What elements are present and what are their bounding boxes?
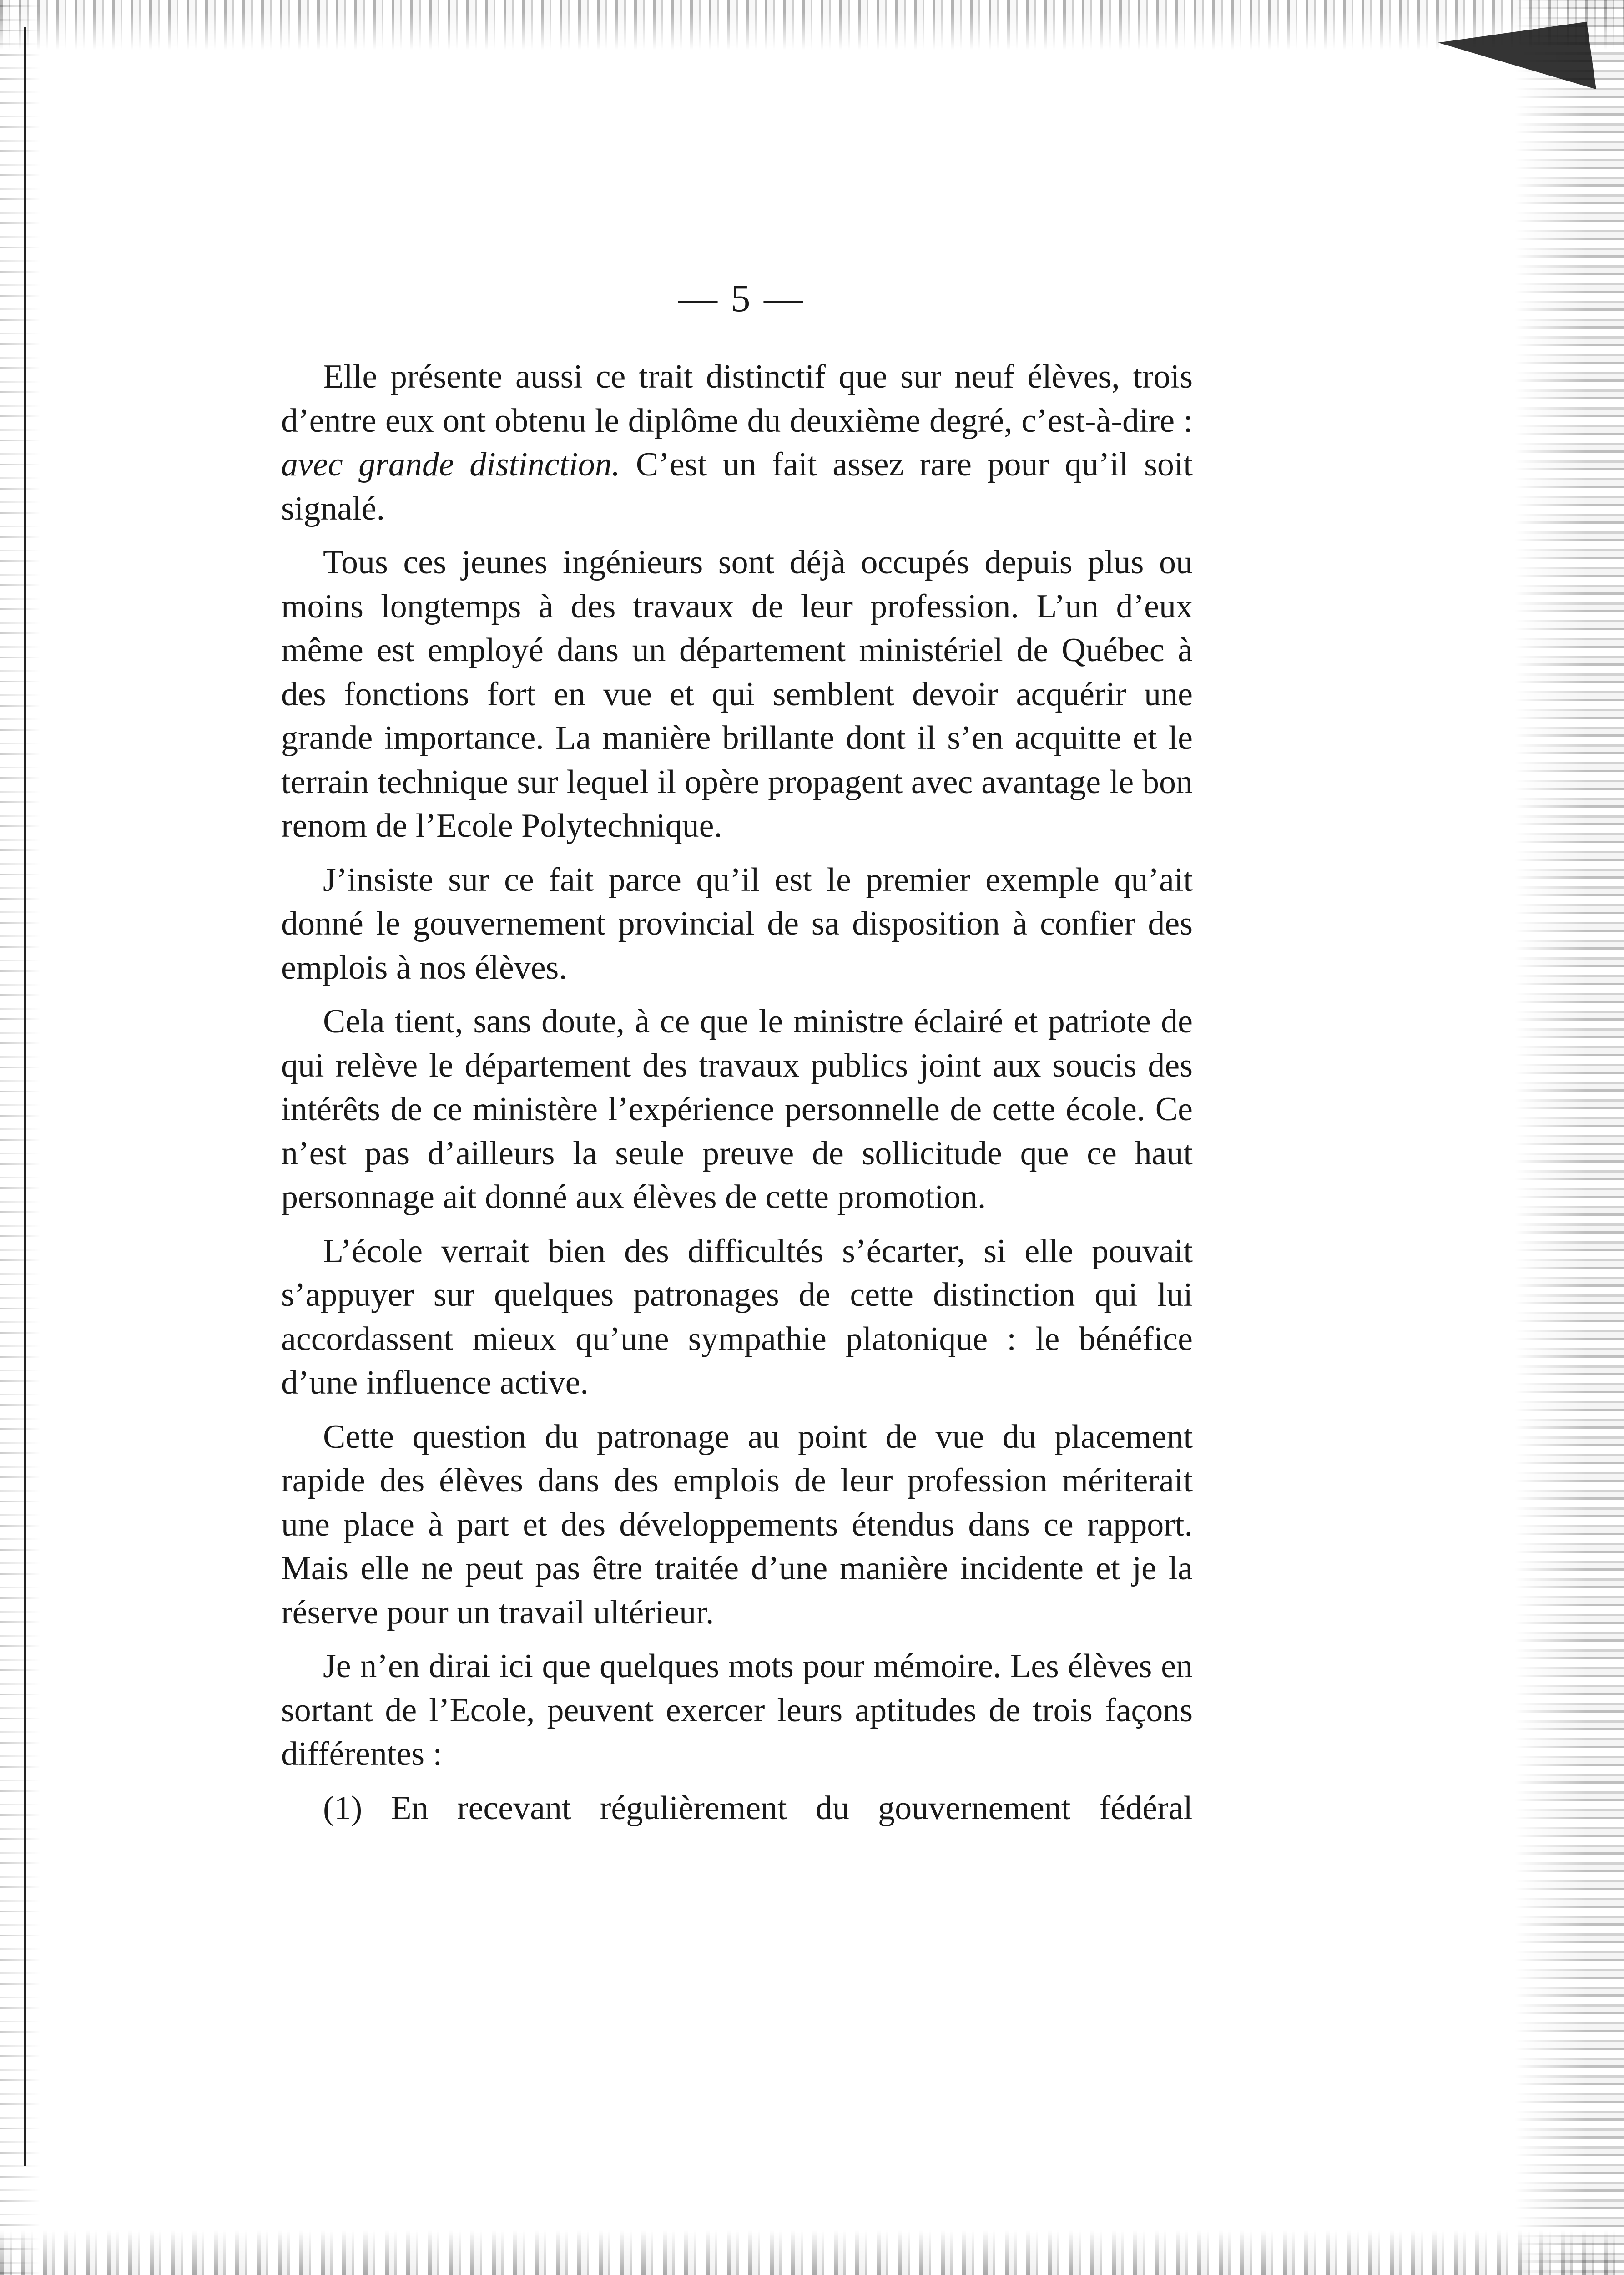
paragraph: (1) En recevant régulièrement du gouvernement fédéral bbox=[323, 1789, 1193, 1827]
emphasis-text: avec grande distinction. bbox=[281, 446, 620, 483]
scan-edge-top bbox=[0, 0, 1624, 50]
paragraph: L’école verrait bien des difficultés s’écarter, si elle pouvait s’appuyer sur quelques patronages de cette distinction qui lui accordassent mieux qu’une sympathie platonique : le bénéfice d’une influence active. bbox=[281, 1232, 1193, 1401]
paragraph: J’insiste sur ce fait parce qu’il est le premier exemple qu’ait donné le gouvernement provincial de sa disposition à confier des emplois à nos élèves. bbox=[281, 861, 1193, 986]
scan-edge-left bbox=[0, 0, 41, 2275]
paragraph: Je n’en dirai ici que quelques mots pour mémoire. Les élèves en sortant de l’Ecole, peuvent exercer leurs aptitudes de trois façons différentes : bbox=[281, 1648, 1193, 1773]
paragraph: Tous ces jeunes ingénieurs sont déjà occupés depuis plus ou moins longtemps à des travaux de leur profession. L’un d’eux même est employé dans un département ministériel de Québec à des fonctions fort en vue et qui semblent devoir acquérir une grande importance. La manière brillante dont il s’en acquitte et le terrain technique sur lequel il opère propagent avec avantage le bon renom de l’Ecole Polytechnique. bbox=[281, 544, 1193, 844]
paragraph: Elle présente aussi ce trait distinctif que sur neuf élèves, trois d’entre eux ont obtenu le diplôme du deuxième degré, c’est-à-dire : avec grande distinction. C’est un fait assez rare pour qu’il soit signalé. bbox=[281, 358, 1193, 527]
scan-corner-shadow bbox=[1438, 22, 1596, 110]
scan-binding-line bbox=[24, 27, 26, 2166]
paragraph: Cette question du patronage au point de vue du placement rapide des élèves dans des emplois de leur profession mériterait une place à part et des développements étendus dans ce rapport. Mais elle ne peut pas être traitée d’une manière incidente et je la réserve pour un travail ultérieur. bbox=[281, 1418, 1193, 1631]
scan-edge-right bbox=[1515, 0, 1624, 2275]
page-number: — 5 — bbox=[678, 276, 805, 320]
scan-edge-bottom bbox=[0, 2230, 1624, 2275]
body-text bbox=[281, 355, 1193, 1840]
paragraph: Cela tient, sans doute, à ce que le ministre éclairé et patriote de qui relève le département des travaux publics joint aux soucis des intérêts de ce ministère l’expérience personnelle de cette école. Ce n’est pas d’ailleurs la seule preuve de sollicitude que ce haut personnage ait donné aux élèves de cette promotion. bbox=[281, 1003, 1193, 1216]
